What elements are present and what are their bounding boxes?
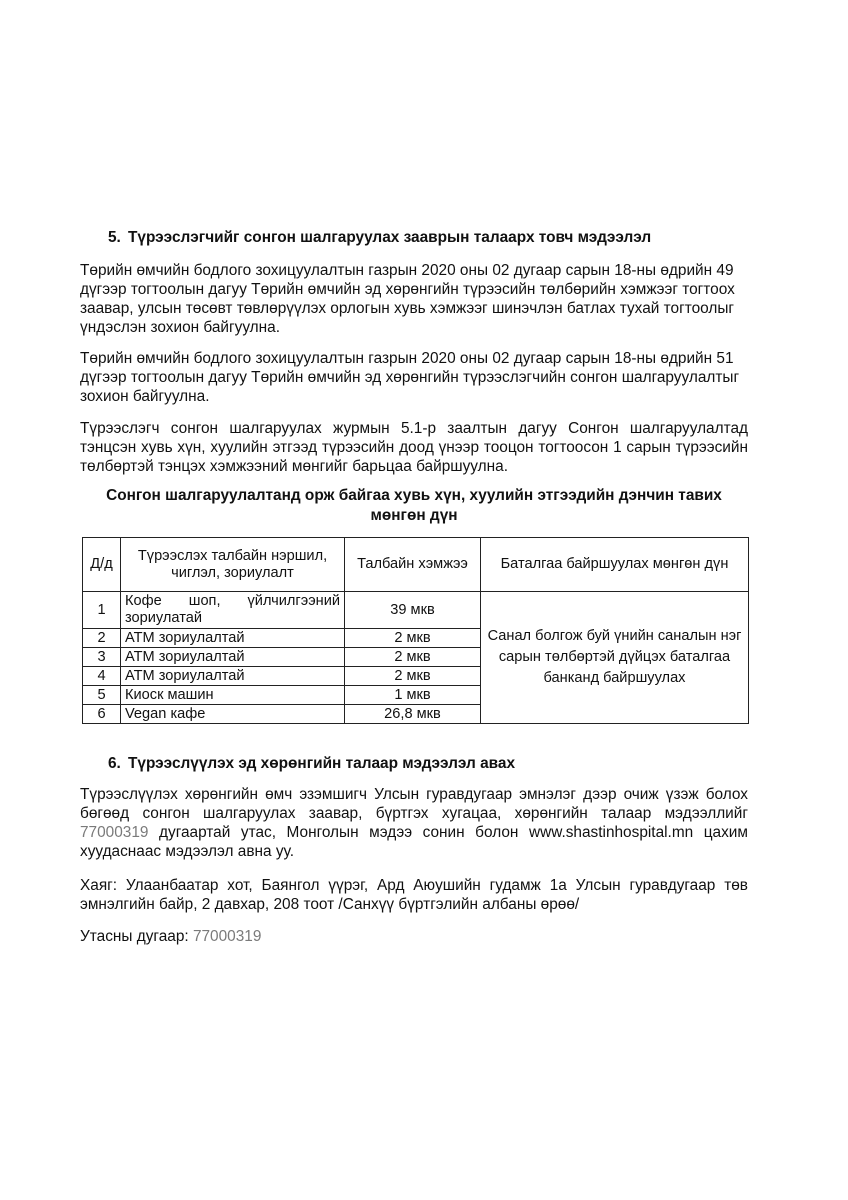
section-title: Түрээслэгчийг сонгон шалгаруулах зааврын талаарх товч мэдээлэл xyxy=(128,229,652,246)
cell-guarantee: Санал болгож буй үнийн саналын нэг сарын төлбөртэй дүйцэх баталгаа банканд байршуулах xyxy=(481,592,749,724)
section-5-heading xyxy=(80,228,770,248)
table-title: Сонгон шалгаруулалтанд орж байгаа хувь хүн, хуулийн этгээдийн дэнчин тавих мөнгөн дүн xyxy=(106,487,722,524)
cell-size: 26,8 мкв xyxy=(345,705,481,724)
cell-size: 2 мкв xyxy=(345,648,481,667)
cell-no: 1 xyxy=(83,592,121,629)
paragraph: Түрээслэгч сонгон шалгаруулах журмын 5.1-р заалтын дагуу Сонгон шалгаруулалтад тэнцсэн хувь хүн, хуулийн этгээд түрээсийн доод үнээр тооцон тогтоосон 1 сарын түрээсийн төлбөртэй тэнцэх хэмжээний мөнгийг барьцаа байршуулна. xyxy=(80,420,748,475)
header-guarantee: Баталгаа байршуулах мөнгөн дүн xyxy=(481,538,749,592)
cell-no: 5 xyxy=(83,686,121,705)
section-number: 6. xyxy=(108,755,121,772)
cell-size: 1 мкв xyxy=(345,686,481,705)
info-text: Түрээслүүлэх хөрөнгийн өмч эзэмшигч Улсын гуравдугаар эмнэлэг дээр очиж үзэж болох бөгөөд сонгон шалгаруулах заавар, бүртгэх хугацаа, хөрөнгийн талаар мэдээллийг xyxy=(80,786,748,822)
header-no: Д/д xyxy=(83,538,121,592)
cell-direction: Киоск машин xyxy=(121,686,345,705)
cell-size: 2 мкв xyxy=(345,629,481,648)
paragraph: Төрийн өмчийн бодлого зохицуулалтын газрын 2020 оны 02 дугаар сарын 18-ны өдрийн 51 дүгээр тогтоолын дагуу Төрийн өмчийн эд хөрөнгийн түрээслэгчийн сонгон шалгаруулалтыг зохион байгуулна. xyxy=(80,350,740,405)
address-paragraph: Хаяг: Улаанбаатар хот, Баянгол үүрэг, Ард Аюушийн гудамж 1а Улсын гуравдугаар төв эмнэлгийн байр, 2 давхар, 208 тоот /Санхүү бүртгэлийн албаны өрөө/ xyxy=(80,877,748,913)
table-header-row xyxy=(83,538,749,592)
table-row xyxy=(83,592,749,629)
cell-no: 6 xyxy=(83,705,121,724)
cell-direction: Кофе шоп, үйлчилгээний зориулатай xyxy=(121,592,345,629)
paragraph: Төрийн өмчийн бодлого зохицуулалтын газрын 2020 оны 02 дугаар сарын 18-ны өдрийн 49 дүгээр тогтоолын дагуу Төрийн өмчийн эд хөрөнгийн түрээсийн төлбөрийн хэмжээг тогтоох заавар, улсын төсөвт төвлөрүүлэх орлогын хувь хэмжээг шинэчлэн батлах тухай тогтоолыг үндэслэн зохион байгуулна. xyxy=(80,262,735,336)
cell-no: 2 xyxy=(83,629,121,648)
phone-line xyxy=(80,927,748,946)
phone-number-inline: 77000319 xyxy=(80,824,149,841)
cell-direction: АТМ зориулалтай xyxy=(121,629,345,648)
header-size: Талбайн хэмжээ xyxy=(345,538,481,592)
deposit-table xyxy=(82,537,749,724)
info-text: дугаартай утас, Монголын мэдээ сонин болон www.shastinhospital.mn цахим хуудаснаас мэдээлэл авна уу. xyxy=(80,824,748,860)
cell-no: 4 xyxy=(83,667,121,686)
cell-size: 39 мкв xyxy=(345,592,481,629)
section-number: 5. xyxy=(108,229,121,246)
info-paragraph xyxy=(80,785,748,861)
cell-direction: Vegan кафе xyxy=(121,705,345,724)
section-title: Түрээслүүлэх эд хөрөнгийн талаар мэдээлэл авах xyxy=(128,755,516,772)
cell-direction: АТМ зориулалтай xyxy=(121,648,345,667)
header-direction: Түрээслэх талбайн нэршил, чиглэл, зориулалт xyxy=(121,538,345,592)
phone-number: 77000319 xyxy=(192,928,262,945)
section-6-heading xyxy=(80,754,770,774)
cell-direction: АТМ зориулалтай xyxy=(121,667,345,686)
cell-size: 2 мкв xyxy=(345,667,481,686)
phone-label: Утасны дугаар: xyxy=(80,928,193,945)
cell-no: 3 xyxy=(83,648,121,667)
